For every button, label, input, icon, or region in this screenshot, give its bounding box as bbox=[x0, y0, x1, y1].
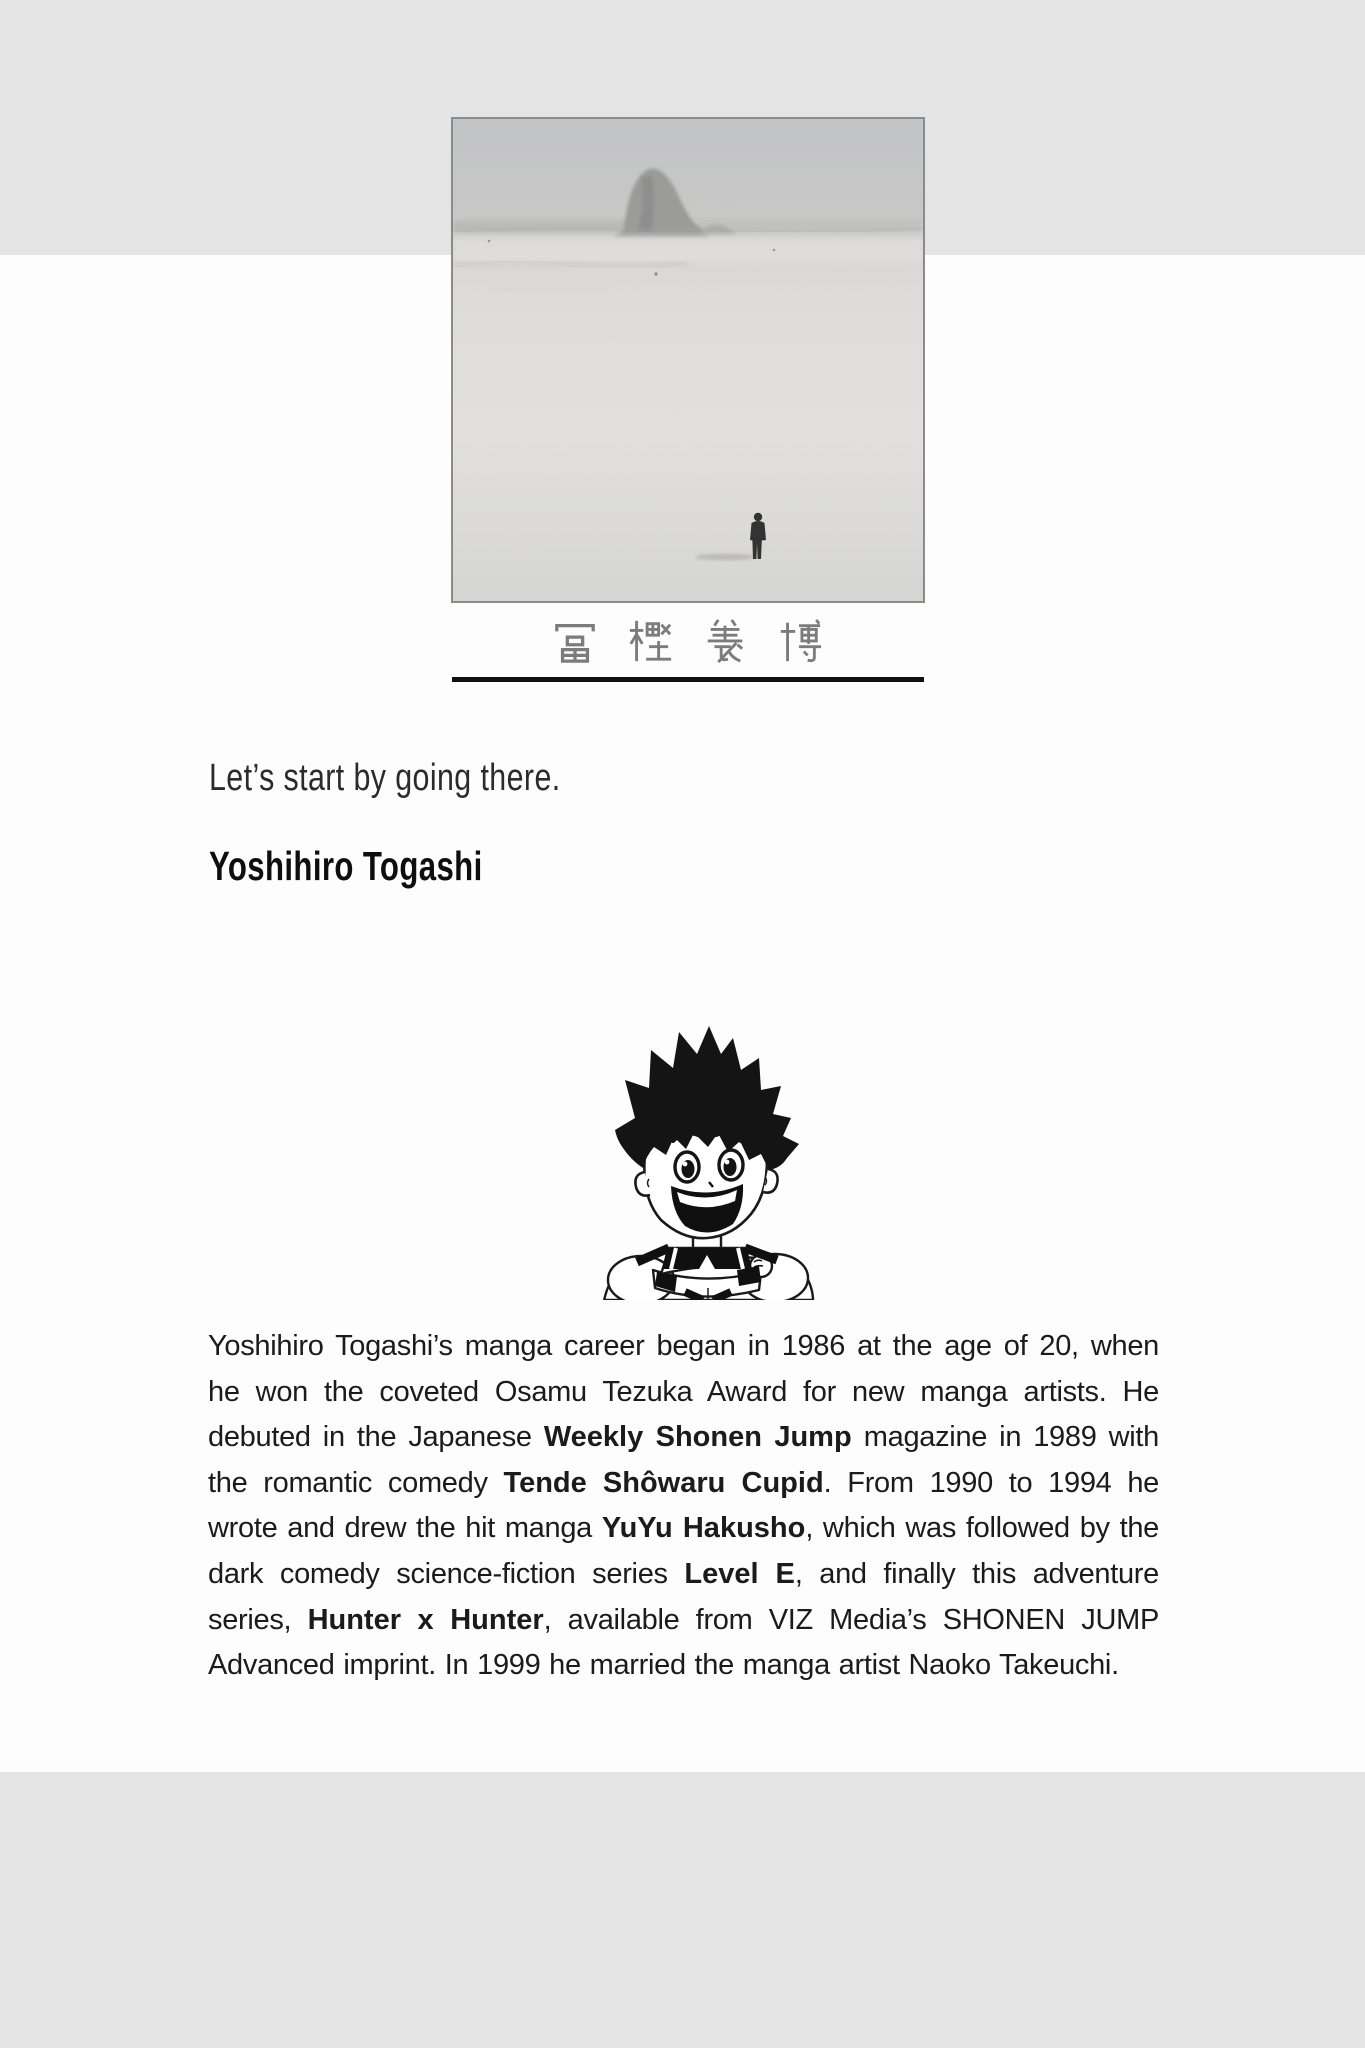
kanji-glyph-hiro bbox=[777, 617, 823, 663]
kanji-glyph-tomi bbox=[552, 617, 598, 663]
author-bio bbox=[208, 1324, 1159, 1689]
bio-text: , and finally this adventure series, bbox=[208, 1557, 1159, 1636]
author-quote bbox=[209, 757, 649, 800]
author-photo bbox=[451, 117, 925, 603]
bio-text: magazine in 1989 with the romantic comedy bbox=[208, 1421, 1159, 1499]
kanji-glyph-kashi bbox=[627, 617, 673, 663]
bio-title-bold: Tende Shôwaru Cupid bbox=[503, 1466, 824, 1499]
author-name-text: Yoshihiro Togashi bbox=[209, 843, 483, 889]
bio-text: Yoshihiro Togashi’s manga career began in 1986 at the age of 20, when he won the coveted Osamu Tezuka Award for new manga artists. He debuted in the Japanese bbox=[208, 1330, 1159, 1454]
kanji-glyph-yoshi bbox=[702, 617, 748, 663]
author-name bbox=[209, 843, 569, 890]
bio-text: , available from VIZ Media’s SHONEN JUMP Advanced imprint. In 1999 he married the manga artist Naoko Takeuchi. bbox=[208, 1603, 1159, 1682]
bio-title-bold: Hunter x Hunter bbox=[307, 1603, 544, 1636]
caption-underline bbox=[452, 677, 924, 682]
desert-photo-art bbox=[453, 119, 923, 601]
bio-title-bold: Level E bbox=[684, 1557, 795, 1590]
author-quote-text: Let’s start by going there. bbox=[209, 757, 561, 799]
bio-text: , which was followed by the dark comedy science-fiction series bbox=[208, 1512, 1159, 1590]
bio-text: . From 1990 to 1994 he wrote and drew the hit manga bbox=[208, 1466, 1160, 1545]
gon-illustration bbox=[591, 1026, 823, 1300]
bottom-gray-band bbox=[0, 1772, 1365, 2048]
gon-illustration-art bbox=[591, 1026, 823, 1300]
bio-title-bold: YuYu Hakusho bbox=[601, 1512, 806, 1545]
author-name-kanji-text bbox=[687, 617, 688, 618]
author-name-kanji bbox=[451, 617, 924, 663]
bio-title-bold: Weekly Shonen Jump bbox=[543, 1421, 852, 1454]
